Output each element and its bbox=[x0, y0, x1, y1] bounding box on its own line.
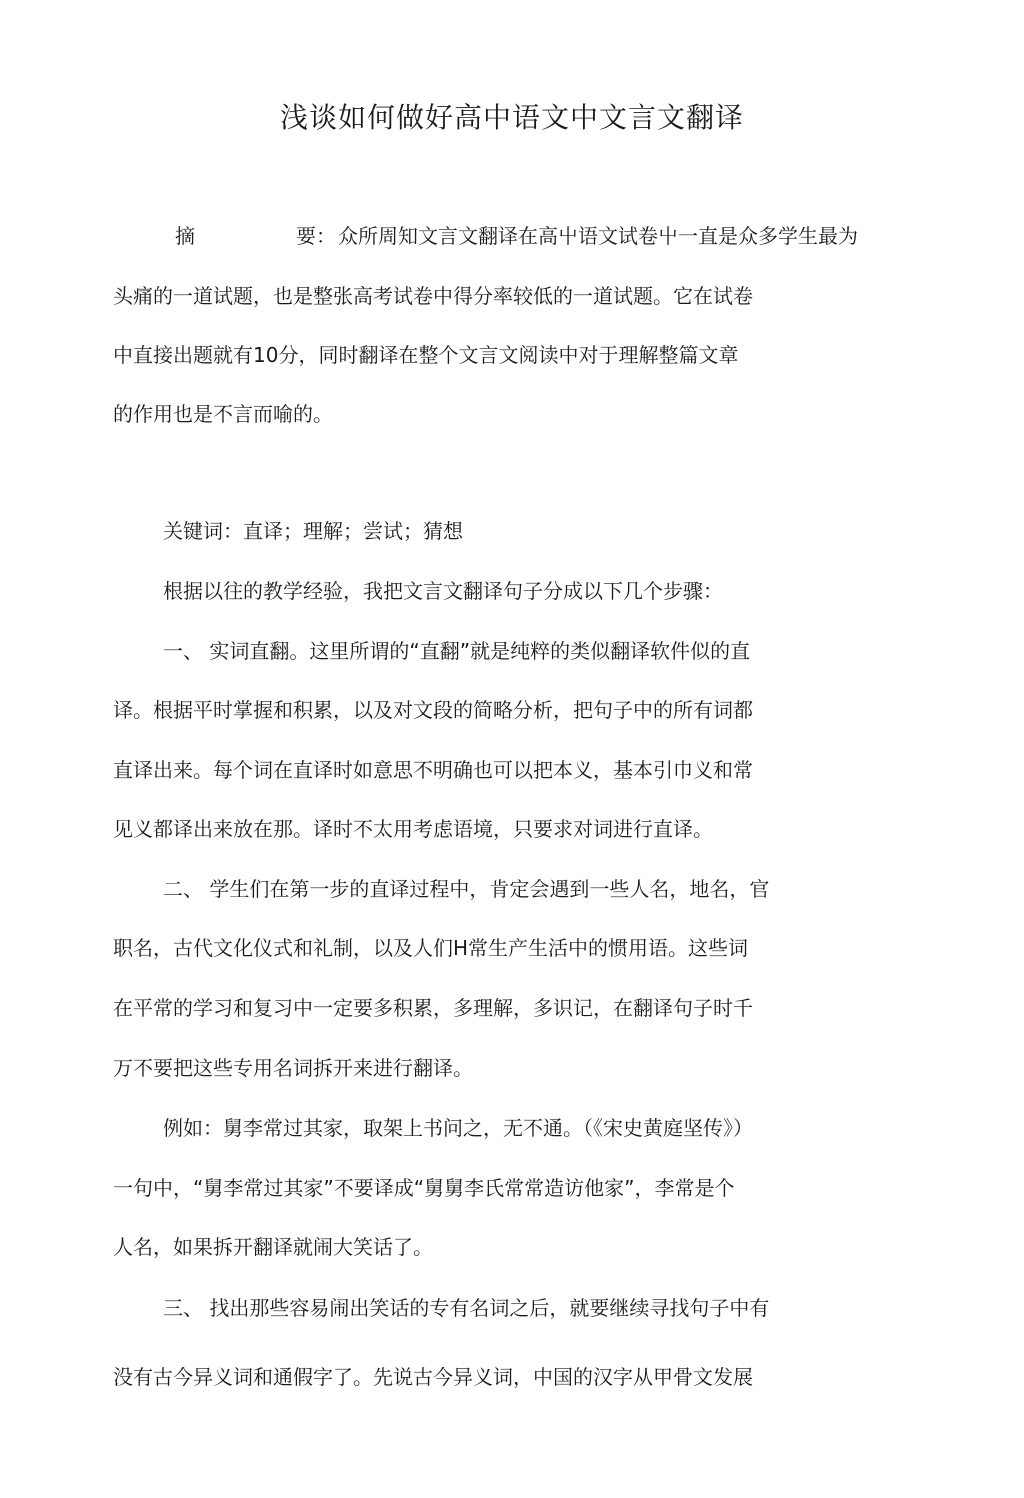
abstract-line-4: 的作用也是不言而喻的。 bbox=[113, 402, 333, 426]
step3-line-1: 三、 找出那些容易闹出笑话的专有名词之后，就要继续寻找句子中有 bbox=[163, 1296, 770, 1320]
step1-line-4: 见义都译出来放在那。译时不太用考虑语境，只要求对词进行直译。 bbox=[113, 817, 713, 841]
abstract-label-left: 摘 bbox=[175, 224, 195, 248]
abstract-line-1: 众所周知文言文翻译在高屮语文试卷屮一直是众多学生最为 bbox=[338, 224, 858, 248]
document-title: 浅谈如何做好高中语文中文言文翻译 bbox=[279, 101, 744, 134]
step1-line-2: 译。根据平时掌握和积累，以及对文段的简略分析，把句子中的所有词都 bbox=[113, 698, 753, 722]
abstract-line-2: 头痛的一道试题，也是整张高考试卷中得分率较低的一道试题。它在试卷 bbox=[113, 284, 753, 308]
example-line-3: 人名，如果拆开翻译就闹大笑话了。 bbox=[113, 1235, 433, 1259]
step2-line-2: 职名，古代文化仪式和礼制，以及人们H常生产生活中的惯用语。这些词 bbox=[113, 936, 749, 960]
example-line-1: 例如：舅李常过其家，取架上书问之，无不通。（《宋史黄庭坚传》） bbox=[163, 1116, 753, 1140]
step2-line-1: 二、 学生们在第一步的直译过程中，肯定会遇到一些人名，地名，官 bbox=[163, 877, 770, 901]
step1-line-3: 直译出来。每个词在直译时如意思不明确也可以把本义，基本引巾义和常 bbox=[113, 758, 753, 782]
example-line-2: 一句中，“舅李常过其家”不要译成“舅舅李氏常常造访他家”，李常是个 bbox=[113, 1176, 735, 1200]
step1-line-1: 一、 实词直翻。这里所谓的“直翻”就是纯粹的类似翻译软件似的直 bbox=[163, 639, 751, 663]
step2-line-4: 万不要把这些专用名词拆开来进行翻译。 bbox=[113, 1056, 473, 1080]
step2-line-3: 在平常的学习和复习中一定要多积累，多理解，多识记，在翻译句子时千 bbox=[113, 996, 753, 1020]
abstract-label-right: 要： bbox=[296, 224, 336, 248]
keywords: 关键词：直译；理解；尝试；猜想 bbox=[163, 519, 463, 543]
step3-line-2: 没有古今异义词和通假字了。先说古今异义词，中国的汉字从甲骨文发展 bbox=[113, 1365, 753, 1389]
intro-paragraph: 根据以往的教学经验，我把文言文翻译句子分成以下几个步骤： bbox=[163, 579, 723, 603]
abstract-line-3: 中直接出题就有10分，同时翻译在整个文言文阅读中对于理解整篇文章 bbox=[113, 343, 739, 367]
